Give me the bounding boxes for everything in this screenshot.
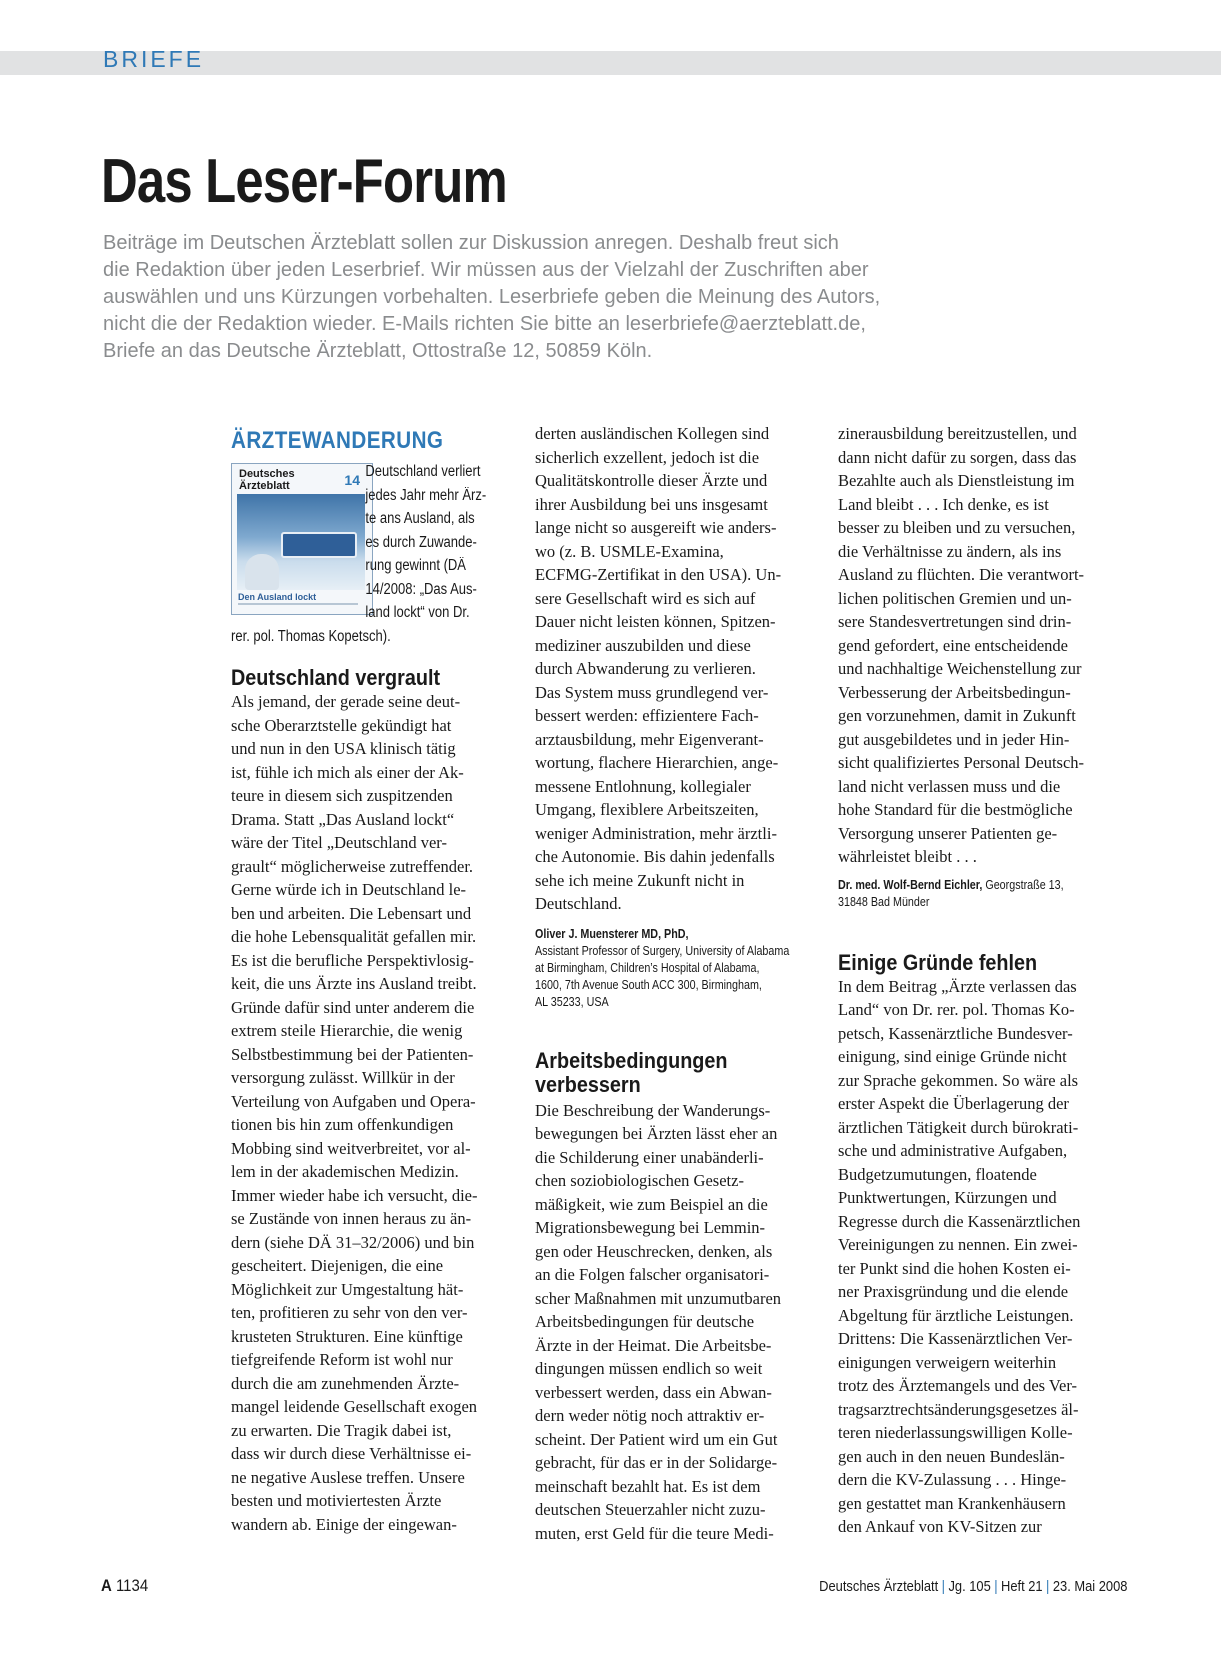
letter-signature xyxy=(838,877,1130,911)
body-line: die Verhältnisse zu ändern, als ins xyxy=(838,541,1062,561)
letter-body xyxy=(535,1099,827,1546)
intro-line: auswählen und uns Kürzungen vorbehalten. Leserbriefe geben die Meinung des Autors, xyxy=(103,286,881,308)
body-line: die hohe Lebensqualität gefallen mir. xyxy=(231,927,477,946)
body-line: die Schilderung einer unabänderli- xyxy=(535,1147,764,1167)
journal-date: 23. Mai 2008 xyxy=(1052,1578,1127,1595)
body-line: Drittens: Die Kassenärztlichen Ver- xyxy=(838,1329,1073,1348)
body-line: Qualitätskontrolle dieser Ärzte und xyxy=(535,471,768,490)
cover-brand: Deutsches Ärzteblatt xyxy=(239,468,295,492)
signature-address: Georgstraße 13, xyxy=(982,877,1064,892)
body-line: dern weder nötig noch attraktiv er- xyxy=(535,1406,765,1425)
signature-line: at Birmingham, Children’s Hospital of Alabama, xyxy=(535,960,760,975)
body-line: arztausbildung, mehr Eigenverant- xyxy=(535,729,764,749)
body-line: erster Aspekt die Überlagerung der xyxy=(838,1094,1069,1113)
body-line: ist, fühle ich mich als einer der Ak- xyxy=(231,762,464,782)
body-line: Arbeitsbedingungen für deutsche xyxy=(535,1312,755,1331)
letter-body-continued xyxy=(838,422,1130,869)
column-2 xyxy=(535,424,827,1545)
body-line: messene Entlohnung, kollegialer xyxy=(535,776,751,796)
teaser-line: rer. pol. Thomas Kopetsch). xyxy=(231,627,391,645)
topic-title: ÄRZTEWANDERUNG xyxy=(231,427,444,454)
body-line: teren niederlassungswilligen Kolle- xyxy=(838,1423,1073,1442)
body-line: Das System muss grundlegend ver- xyxy=(535,682,769,702)
column-3 xyxy=(838,424,1130,1539)
body-line: che Autonomie. Bis dahin jedenfalls xyxy=(535,847,775,866)
body-line: In dem Beitrag „Ärzte verlassen das xyxy=(838,976,1077,996)
body-line: gend gefordert, eine entscheidende xyxy=(838,635,1068,655)
body-line: ihrer Ausbildung bei uns insgesamt xyxy=(535,494,768,514)
body-line: sere Standesvertretungen sind drin- xyxy=(838,612,1072,631)
body-line: verbessert werden, dass ein Abwan- xyxy=(535,1382,772,1402)
body-line: dass wir durch diese Verhältnisse ei- xyxy=(231,1444,472,1463)
intro-line: Beiträge im Deutschen Ärzteblatt sollen zur Diskussion anregen. Deshalb freut sich xyxy=(103,232,839,254)
body-line: petsch, Kassenärztliche Bundesver- xyxy=(838,1023,1073,1043)
teaser-text xyxy=(231,460,523,648)
body-line: Regresse durch die Kassenärztlichen xyxy=(838,1211,1081,1231)
body-line: Verbesserung der Arbeitsbedingun- xyxy=(838,682,1071,702)
body-line: einigungen verweigern weiterhin xyxy=(838,1352,1057,1372)
signature-line: 1600, 7th Avenue South ACC 300, Birmingham, xyxy=(535,977,762,992)
body-line: scheint. Der Patient wird um ein Gut xyxy=(535,1429,778,1449)
body-line: sicht qualifiziertes Personal Deutsch- xyxy=(838,753,1085,772)
letter-title: Einige Gründe fehlen xyxy=(838,949,1038,975)
teaser-line: land lockt“ von Dr. xyxy=(365,604,470,621)
body-line: ner Praxisgründung und die elende xyxy=(838,1282,1069,1301)
body-line: und nun in den USA klinisch tätig xyxy=(231,739,456,758)
body-line: Ausland zu flüchten. Die verantwort- xyxy=(838,565,1085,584)
body-line: krusteten Strukturen. Eine künftige xyxy=(231,1326,463,1346)
body-line: Land bleibt . . . Ich denke, es ist xyxy=(838,494,1049,514)
body-line: teure in diesem sich zuspitzenden xyxy=(231,786,453,805)
body-line: Immer wieder habe ich versucht, die- xyxy=(231,1185,478,1205)
body-line: lange nicht so ausgereift wie anders- xyxy=(535,518,777,537)
body-line: Umgang, flexiblere Arbeitszeiten, xyxy=(535,800,759,819)
body-line: Es ist die berufliche Perspektivlosig- xyxy=(231,950,474,970)
body-line: gen auch in den neuen Bundeslän- xyxy=(838,1446,1065,1466)
journal-name: Deutsches Ärzteblatt xyxy=(818,1578,938,1595)
body-line: gut ausgebildetes und in jeder Hin- xyxy=(838,729,1070,749)
body-line: Ärzte in der Heimat. Die Arbeitsbe- xyxy=(535,1335,772,1355)
body-line: dern die KV-Zulassung . . . Hinge- xyxy=(838,1470,1067,1489)
body-line: mediziner auszubilden und diese xyxy=(535,635,751,655)
body-line: trotz des Ärztemangels und des Ver- xyxy=(838,1376,1078,1395)
body-line: einigung, sind einige Gründe nicht xyxy=(838,1047,1067,1066)
body-line: lem in der akademischen Medizin. xyxy=(231,1162,459,1181)
body-line: besser zu bleiben und zu versuchen, xyxy=(838,518,1076,537)
signature-line: Assistant Professor of Surgery, University of Alabama xyxy=(535,943,790,958)
body-line: Möglichkeit zur Umgestaltung hät- xyxy=(231,1279,464,1299)
body-line: meinschaft bezahlt hat. Es ist dem xyxy=(535,1476,761,1496)
journal-issue: Heft 21 xyxy=(1000,1578,1043,1595)
intro-text xyxy=(103,230,1003,365)
body-line: zinerausbildung bereitzustellen, und xyxy=(838,424,1077,443)
body-line: derten ausländischen Kollegen sind xyxy=(535,424,770,443)
body-line: bessert werden: effizientere Fach- xyxy=(535,706,759,725)
signature-line: AL 35233, USA xyxy=(535,994,609,1009)
body-line: sche Oberarztstelle gekündigt hat xyxy=(231,715,452,735)
body-line: ECFMG-Zertifikat in den USA). Un- xyxy=(535,565,782,584)
body-line: sche und administrative Aufgaben, xyxy=(838,1141,1068,1160)
intro-line: die Redaktion über jeden Leserbrief. Wir müssen aus der Vielzahl der Zuschriften aber xyxy=(103,259,869,281)
body-line: wäre der Titel „Deutschland ver- xyxy=(231,833,447,852)
body-line: land nicht verlassen muss und die xyxy=(838,776,1061,796)
signature-line: 31848 Bad Münder xyxy=(838,894,930,909)
body-line: Drama. Statt „Das Ausland lockt“ xyxy=(231,809,455,829)
body-line: Gründe dafür sind unter anderem die xyxy=(231,997,475,1017)
page-title: Das Leser-Forum xyxy=(101,147,507,216)
body-line: Gerne würde ich in Deutschland le- xyxy=(231,880,467,899)
signature-name: Dr. med. Wolf-Bernd Eichler, xyxy=(838,877,983,892)
signature-name: Oliver J. Muensterer MD, PhD, xyxy=(535,926,689,941)
body-line: ten, profitieren zu sehr von den ver- xyxy=(231,1303,468,1322)
letter-title: Arbeitsbedingungen xyxy=(535,1047,728,1073)
letter-body xyxy=(231,690,523,1536)
letter-title: Deutschland vergrault xyxy=(231,665,441,690)
body-line: und nachhaltige Weichenstellung zur xyxy=(838,659,1082,678)
letter-title: verbessern xyxy=(535,1071,641,1097)
body-line: weniger Administration, mehr ärztli- xyxy=(535,823,777,843)
letter-body xyxy=(838,975,1130,1539)
body-line: Versorgung unserer Patienten ge- xyxy=(838,823,1058,843)
body-line: Migrationsbewegung bei Lemmin- xyxy=(535,1218,766,1237)
body-line: mangel leidende Gesellschaft exogen xyxy=(231,1397,478,1416)
teaser-line: 14/2008: „Das Aus- xyxy=(365,580,477,598)
body-line: ter Punkt sind die hohen Kosten ei- xyxy=(838,1258,1071,1278)
body-line: zur Sprache gekommen. So wäre als xyxy=(838,1070,1079,1090)
teaser-line: rung gewinnt (DÄ xyxy=(365,557,467,574)
body-line: zu erwarten. Die Tragik dabei ist, xyxy=(231,1420,452,1440)
body-line: Abgeltung für ärztliche Leistungen. xyxy=(838,1305,1074,1325)
letter-signature xyxy=(535,926,827,1011)
body-line: durch Abwanderung zu verlieren. xyxy=(535,659,756,678)
body-line: ben und arbeiten. Die Lebensart und xyxy=(231,903,472,923)
body-line: Bezahlte auch als Dienstleistung im xyxy=(838,471,1075,490)
body-line: Budgetzumutungen, floatende xyxy=(838,1164,1037,1184)
body-line: gen vorzunehmen, damit in Zukunft xyxy=(838,706,1076,725)
body-line: Dauer nicht leisten können, Spitzen- xyxy=(535,612,776,631)
teaser-line: Deutschland verliert xyxy=(365,463,481,480)
body-line: durch die am zunehmenden Ärzte- xyxy=(231,1373,460,1393)
topic-teaser xyxy=(231,460,523,666)
page-number-value: 1134 xyxy=(115,1576,149,1595)
body-line: Mobbing sind weitverbreitet, vor al- xyxy=(231,1138,471,1158)
body-line: keit, die uns Ärzte ins Ausland treibt. xyxy=(231,974,477,993)
body-line: bewegungen bei Ärzten lässt eher an xyxy=(535,1124,778,1143)
body-line: hohe Standard für die bestmögliche xyxy=(838,800,1073,819)
body-line: dingungen müssen endlich so weit xyxy=(535,1359,763,1378)
body-line: extrem steile Hierarchie, die wenig xyxy=(231,1021,463,1040)
body-line: an die Folgen falscher organisatori- xyxy=(535,1265,770,1284)
body-line: grault“ möglicherweise zutreffender. xyxy=(231,856,474,876)
body-line: lichen politischen Gremien und un- xyxy=(838,588,1072,608)
page-number xyxy=(101,1576,148,1596)
journal-volume: Jg. 105 xyxy=(947,1578,991,1595)
body-line: wortung, flachere Hierarchien, ange- xyxy=(535,753,779,772)
intro-line: Briefe an das Deutsche Ärzteblatt, Ottostraße 12, 50859 Köln. xyxy=(103,340,653,362)
body-line: gen gestattet man Krankenhäusern xyxy=(838,1493,1066,1513)
body-line: sehe ich meine Zukunft nicht in xyxy=(535,870,745,890)
body-line: mäßigkeit, wie zum Beispiel an die xyxy=(535,1194,768,1214)
teaser-line: jedes Jahr mehr Ärz- xyxy=(365,486,487,504)
intro-line: nicht die der Redaktion wieder. E-Mails richten Sie bitte an leserbriefe@aerzteblatt.de, xyxy=(103,313,866,335)
body-line: chen soziobiologischen Gesetz- xyxy=(535,1171,744,1190)
body-line: Als jemand, der gerade seine deut- xyxy=(231,692,461,711)
body-line: gen oder Heuschrecken, denken, als xyxy=(535,1241,773,1261)
body-line: tiefgreifende Reform ist wohl nur xyxy=(231,1350,453,1369)
body-line: wo (z. B. USMLE-Examina, xyxy=(535,541,724,561)
body-line: dann nicht dafür zu sorgen, dass das xyxy=(838,447,1077,467)
body-line: deutschen Steuerzahler nicht zuzu- xyxy=(535,1500,766,1519)
body-line: den Ankauf von KV-Sitzen zur xyxy=(838,1517,1042,1536)
body-line: besten und motiviertesten Ärzte xyxy=(231,1491,442,1510)
body-line: wandern ab. Einige der eingewan- xyxy=(231,1514,457,1534)
cover-issue-number: 14 xyxy=(344,472,360,488)
body-line: Deutschland. xyxy=(535,894,622,913)
letter-body-continued xyxy=(535,422,827,916)
body-line: gebracht, für das er in der Solidarge- xyxy=(535,1453,778,1472)
body-line: dern (siehe DÄ 31–32/2006) und bin xyxy=(231,1232,475,1252)
cover-caption: Den Ausland lockt xyxy=(238,592,317,602)
teaser-line: te ans Ausland, als xyxy=(365,510,475,527)
body-line: ärztlichen Tätigkeit durch bürokrati- xyxy=(838,1117,1079,1137)
body-line: währleistet bleibt . . . xyxy=(838,847,977,866)
body-line: tionen bis hin zum offenkundigen xyxy=(231,1115,454,1134)
body-line: Land“ von Dr. rer. pol. Thomas Ko- xyxy=(838,1000,1075,1019)
body-line: se Zustände von innen heraus zu än- xyxy=(231,1209,472,1228)
body-line: Verteilung von Aufgaben und Opera- xyxy=(231,1091,476,1111)
body-line: sicherlich exzellent, jedoch ist die xyxy=(535,447,760,467)
body-line: muten, erst Geld für die teure Medi- xyxy=(535,1523,774,1543)
teaser-line: es durch Zuwande- xyxy=(365,533,477,551)
body-line: Vereinigungen zu nennen. Ein zwei- xyxy=(838,1235,1078,1254)
body-line: tragsarztrechtsänderungsgesetzes äl- xyxy=(838,1399,1079,1419)
column-1 xyxy=(231,427,523,1536)
body-line: gescheitert. Diejenigen, die eine xyxy=(231,1256,444,1275)
page-prefix: A xyxy=(101,1576,112,1595)
body-line: sere Gesellschaft wird es sich auf xyxy=(535,588,756,608)
body-line: ne negative Auslese treffen. Unsere xyxy=(231,1467,465,1487)
body-line: scher Maßnahmen mit unzumutbaren xyxy=(535,1288,782,1308)
body-line: Punktwertungen, Kürzungen und xyxy=(838,1188,1057,1207)
body-line: Selbstbestimmung bei der Patienten- xyxy=(231,1044,474,1064)
journal-footer: Deutsches Ärzteblatt | Jg. 105 | Heft 21 | 23. Mai 2008 xyxy=(818,1578,1127,1595)
body-line: versorgung zulässt. Willkür in der xyxy=(231,1068,455,1087)
section-label: BRIEFE xyxy=(103,46,205,72)
body-line: Die Beschreibung der Wanderungs- xyxy=(535,1100,771,1120)
